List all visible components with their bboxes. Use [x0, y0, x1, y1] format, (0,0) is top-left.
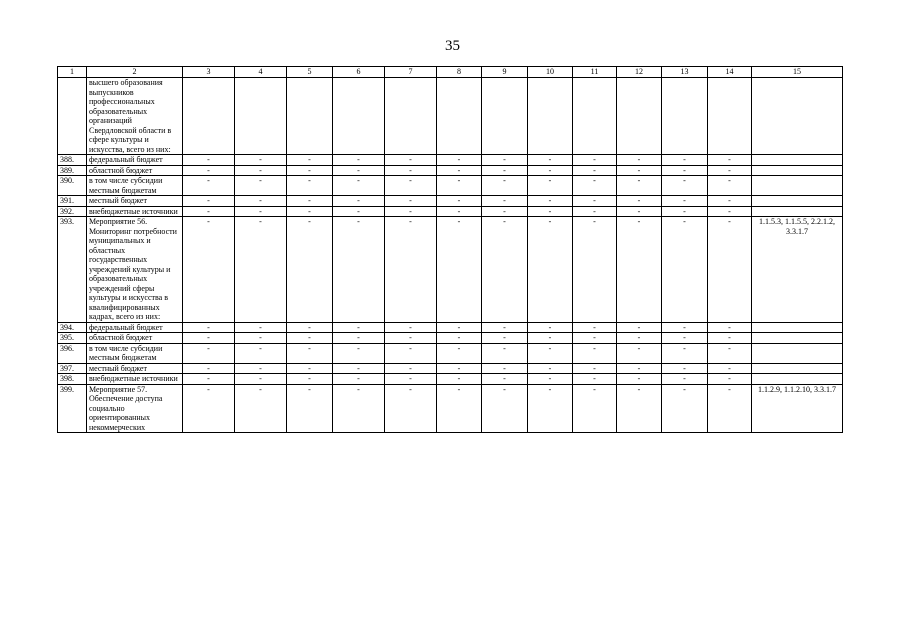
value-cell: -	[287, 217, 333, 323]
value-cell: -	[235, 343, 287, 363]
value-cell: -	[617, 206, 662, 217]
value-cell: -	[183, 322, 235, 333]
value-cell: -	[482, 155, 528, 166]
table-row	[58, 384, 843, 433]
value-cell: -	[437, 322, 482, 333]
target-indicator-ref	[752, 176, 843, 196]
value-cell: -	[287, 343, 333, 363]
row-name: местный бюджет	[87, 363, 183, 374]
value-cell: -	[183, 196, 235, 207]
value-cell: -	[662, 196, 708, 207]
value-cell: -	[183, 155, 235, 166]
row-name: областной бюджет	[87, 333, 183, 344]
value-cell: -	[385, 217, 437, 323]
value-cell: -	[617, 374, 662, 385]
value-cell: -	[437, 165, 482, 176]
value-cell: -	[385, 374, 437, 385]
value-cell: -	[437, 196, 482, 207]
value-cell: -	[573, 196, 617, 207]
value-cell: -	[708, 322, 752, 333]
value-cell: -	[662, 165, 708, 176]
value-cell	[528, 78, 573, 155]
value-cell: -	[528, 384, 573, 433]
value-cell: -	[333, 176, 385, 196]
value-cell: -	[573, 206, 617, 217]
row-number: 390.	[58, 176, 87, 196]
value-cell: -	[617, 343, 662, 363]
value-cell: -	[287, 363, 333, 374]
value-cell: -	[437, 155, 482, 166]
value-cell: -	[287, 206, 333, 217]
value-cell: -	[385, 343, 437, 363]
value-cell	[385, 78, 437, 155]
value-cell: -	[708, 374, 752, 385]
row-name: в том числе субсидии местным бюджетам	[87, 176, 183, 196]
row-name: Мероприятие 57. Обеспечение доступа социально ориентированных некоммерческих	[87, 384, 183, 433]
value-cell: -	[437, 363, 482, 374]
value-cell: -	[333, 322, 385, 333]
value-cell: -	[482, 333, 528, 344]
value-cell: -	[183, 333, 235, 344]
value-cell: -	[333, 206, 385, 217]
value-cell	[573, 78, 617, 155]
row-number: 392.	[58, 206, 87, 217]
value-cell: -	[662, 363, 708, 374]
value-cell: -	[287, 322, 333, 333]
value-cell: -	[333, 374, 385, 385]
value-cell: -	[235, 155, 287, 166]
row-number: 388.	[58, 155, 87, 166]
row-number: 389.	[58, 165, 87, 176]
value-cell: -	[528, 333, 573, 344]
value-cell: -	[385, 384, 437, 433]
value-cell: -	[333, 217, 385, 323]
value-cell: -	[528, 196, 573, 207]
value-cell: -	[708, 155, 752, 166]
column-header: 2	[87, 67, 183, 78]
table-row	[58, 322, 843, 333]
value-cell: -	[708, 196, 752, 207]
value-cell: -	[528, 374, 573, 385]
row-number: 394.	[58, 322, 87, 333]
value-cell	[235, 78, 287, 155]
value-cell: -	[333, 363, 385, 374]
value-cell: -	[235, 176, 287, 196]
value-cell	[287, 78, 333, 155]
value-cell: -	[573, 333, 617, 344]
value-cell: -	[482, 384, 528, 433]
value-cell: -	[287, 155, 333, 166]
value-cell: -	[662, 176, 708, 196]
target-indicator-ref	[752, 165, 843, 176]
value-cell	[333, 78, 385, 155]
target-indicator-ref	[752, 343, 843, 363]
row-name: внебюджетные источники	[87, 374, 183, 385]
target-indicator-ref	[752, 206, 843, 217]
column-header: 14	[708, 67, 752, 78]
value-cell: -	[482, 165, 528, 176]
value-cell: -	[183, 176, 235, 196]
row-name: в том числе субсидии местным бюджетам	[87, 343, 183, 363]
target-indicator-ref	[752, 333, 843, 344]
value-cell: -	[617, 155, 662, 166]
value-cell: -	[482, 206, 528, 217]
column-header: 9	[482, 67, 528, 78]
value-cell: -	[183, 217, 235, 323]
column-header: 10	[528, 67, 573, 78]
table-row	[58, 374, 843, 385]
row-number: 399.	[58, 384, 87, 433]
value-cell: -	[385, 322, 437, 333]
value-cell: -	[235, 374, 287, 385]
row-name: местный бюджет	[87, 196, 183, 207]
value-cell	[482, 78, 528, 155]
value-cell: -	[617, 363, 662, 374]
value-cell: -	[617, 196, 662, 207]
column-header: 1	[58, 67, 87, 78]
header-row	[58, 67, 843, 78]
target-indicator-ref	[752, 78, 843, 155]
table-row	[58, 206, 843, 217]
value-cell: -	[662, 343, 708, 363]
value-cell: -	[662, 217, 708, 323]
value-cell: -	[183, 206, 235, 217]
value-cell: -	[287, 176, 333, 196]
value-cell: -	[482, 343, 528, 363]
value-cell: -	[385, 176, 437, 196]
table-row	[58, 333, 843, 344]
value-cell: -	[437, 176, 482, 196]
value-cell: -	[528, 165, 573, 176]
value-cell: -	[333, 155, 385, 166]
table-row	[58, 165, 843, 176]
value-cell: -	[437, 374, 482, 385]
value-cell: -	[235, 363, 287, 374]
value-cell	[617, 78, 662, 155]
value-cell: -	[482, 176, 528, 196]
value-cell: -	[235, 217, 287, 323]
value-cell: -	[333, 384, 385, 433]
target-indicator-ref	[752, 196, 843, 207]
value-cell: -	[385, 206, 437, 217]
target-indicator-ref	[752, 363, 843, 374]
value-cell: -	[662, 333, 708, 344]
value-cell: -	[708, 384, 752, 433]
row-number: 396.	[58, 343, 87, 363]
value-cell: -	[183, 165, 235, 176]
row-number	[58, 78, 87, 155]
value-cell: -	[437, 206, 482, 217]
value-cell: -	[235, 165, 287, 176]
target-indicator-ref	[752, 155, 843, 166]
value-cell: -	[573, 155, 617, 166]
value-cell	[183, 78, 235, 155]
table-row	[58, 196, 843, 207]
table-row	[58, 363, 843, 374]
value-cell: -	[617, 322, 662, 333]
value-cell: -	[708, 206, 752, 217]
value-cell: -	[333, 196, 385, 207]
target-indicator-ref	[752, 374, 843, 385]
value-cell: -	[482, 217, 528, 323]
value-cell: -	[183, 374, 235, 385]
value-cell: -	[708, 333, 752, 344]
value-cell: -	[287, 384, 333, 433]
target-indicator-ref: 1.1.5.3, 1.1.5.5, 2.2.1.2, 3.3.1.7	[752, 217, 843, 323]
value-cell: -	[573, 384, 617, 433]
value-cell: -	[617, 217, 662, 323]
value-cell	[662, 78, 708, 155]
value-cell	[437, 78, 482, 155]
value-cell: -	[183, 343, 235, 363]
value-cell: -	[235, 206, 287, 217]
column-header: 15	[752, 67, 843, 78]
table-row	[58, 155, 843, 166]
value-cell: -	[385, 196, 437, 207]
value-cell: -	[708, 165, 752, 176]
column-header: 5	[287, 67, 333, 78]
value-cell: -	[573, 176, 617, 196]
value-cell: -	[662, 155, 708, 166]
value-cell: -	[617, 176, 662, 196]
row-name: областной бюджет	[87, 165, 183, 176]
value-cell: -	[617, 165, 662, 176]
value-cell: -	[437, 217, 482, 323]
row-number: 391.	[58, 196, 87, 207]
budget-table	[57, 66, 843, 433]
value-cell: -	[385, 333, 437, 344]
value-cell: -	[708, 363, 752, 374]
target-indicator-ref	[752, 322, 843, 333]
table-row	[58, 176, 843, 196]
value-cell: -	[662, 206, 708, 217]
table-row	[58, 217, 843, 323]
value-cell: -	[235, 196, 287, 207]
row-name: федеральный бюджет	[87, 155, 183, 166]
value-cell: -	[528, 322, 573, 333]
column-header: 3	[183, 67, 235, 78]
table-row	[58, 78, 843, 155]
column-header: 6	[333, 67, 385, 78]
value-cell: -	[333, 165, 385, 176]
value-cell: -	[573, 217, 617, 323]
target-indicator-ref: 1.1.2.9, 1.1.2.10, 3.3.1.7	[752, 384, 843, 433]
value-cell: -	[437, 333, 482, 344]
value-cell: -	[708, 176, 752, 196]
value-cell: -	[708, 217, 752, 323]
value-cell: -	[235, 384, 287, 433]
row-name: Мероприятие 56. Мониторинг потребности муниципальных и областных государственных учреждений культуры и образовательных учреждений сферы культуры и искусства в квалифицированных кадрах, всего из них:	[87, 217, 183, 323]
value-cell: -	[528, 217, 573, 323]
row-name: внебюджетные источники	[87, 206, 183, 217]
value-cell: -	[287, 333, 333, 344]
row-number: 395.	[58, 333, 87, 344]
value-cell: -	[287, 196, 333, 207]
value-cell: -	[385, 363, 437, 374]
value-cell: -	[662, 384, 708, 433]
value-cell: -	[437, 384, 482, 433]
value-cell: -	[183, 363, 235, 374]
value-cell: -	[183, 384, 235, 433]
column-header: 11	[573, 67, 617, 78]
value-cell: -	[333, 343, 385, 363]
value-cell: -	[528, 206, 573, 217]
value-cell: -	[482, 363, 528, 374]
value-cell: -	[573, 343, 617, 363]
value-cell: -	[385, 155, 437, 166]
row-number: 398.	[58, 374, 87, 385]
value-cell: -	[662, 374, 708, 385]
value-cell: -	[617, 384, 662, 433]
value-cell: -	[708, 343, 752, 363]
column-header: 8	[437, 67, 482, 78]
page-number: 35	[445, 38, 460, 54]
row-name: высшего образования выпускников профессиональных образовательных организаций Свердловской области в сфере культуры и искусства, всего из них:	[87, 78, 183, 155]
value-cell: -	[287, 165, 333, 176]
value-cell: -	[573, 363, 617, 374]
row-number: 397.	[58, 363, 87, 374]
row-name: федеральный бюджет	[87, 322, 183, 333]
value-cell	[708, 78, 752, 155]
value-cell: -	[333, 333, 385, 344]
value-cell: -	[573, 165, 617, 176]
row-number: 393.	[58, 217, 87, 323]
value-cell: -	[528, 155, 573, 166]
value-cell: -	[385, 165, 437, 176]
value-cell: -	[573, 374, 617, 385]
value-cell: -	[662, 322, 708, 333]
value-cell: -	[528, 176, 573, 196]
value-cell: -	[528, 363, 573, 374]
value-cell: -	[235, 333, 287, 344]
column-header: 4	[235, 67, 287, 78]
value-cell: -	[482, 374, 528, 385]
table-row	[58, 343, 843, 363]
value-cell: -	[235, 322, 287, 333]
value-cell: -	[482, 322, 528, 333]
value-cell: -	[528, 343, 573, 363]
value-cell: -	[617, 333, 662, 344]
column-header: 13	[662, 67, 708, 78]
column-header: 12	[617, 67, 662, 78]
column-header: 7	[385, 67, 437, 78]
value-cell: -	[287, 374, 333, 385]
value-cell: -	[437, 343, 482, 363]
value-cell: -	[482, 196, 528, 207]
value-cell: -	[573, 322, 617, 333]
